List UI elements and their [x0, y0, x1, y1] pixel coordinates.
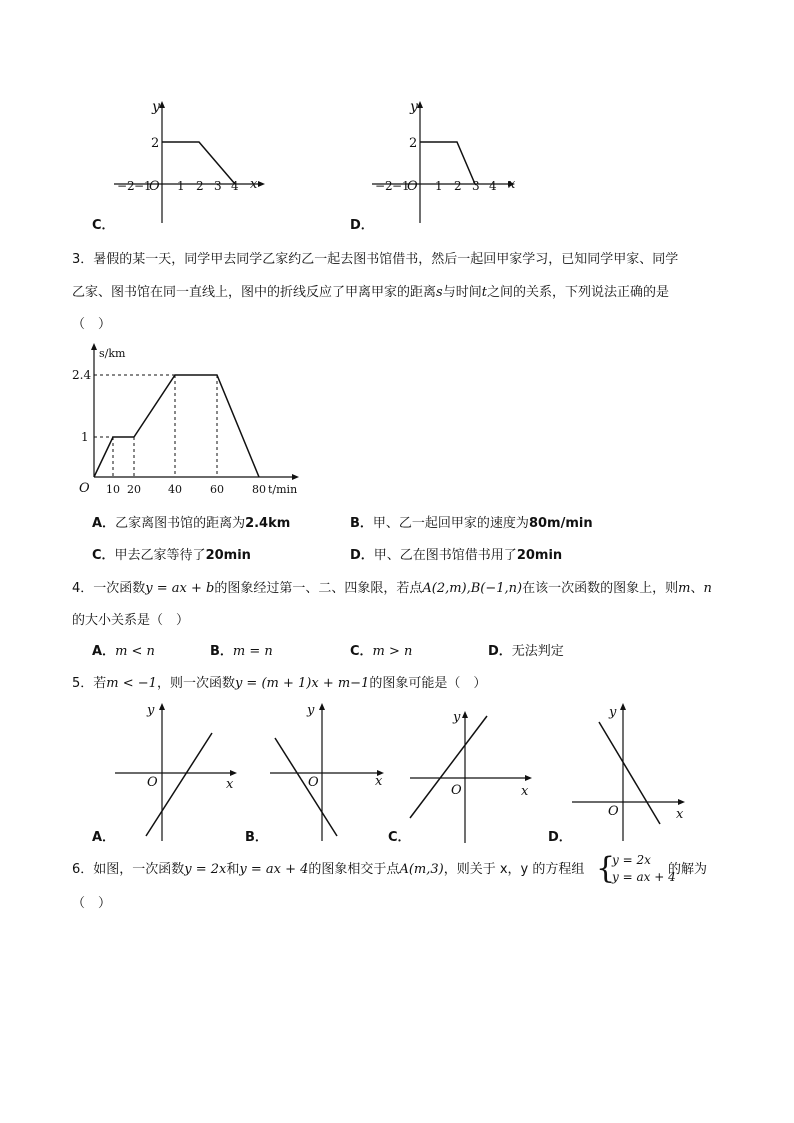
- q4-line1: [72, 579, 712, 599]
- q4-text: 4．一次函数: [72, 581, 146, 596]
- q5-graph-c-svg: [405, 700, 540, 845]
- y-tick-2.4: 2.4: [72, 368, 92, 382]
- system-eq-2: y = ax + 4: [612, 870, 676, 884]
- x-label: x: [508, 177, 516, 192]
- x-label: x: [521, 784, 529, 799]
- q3-line2c: 之间的关系，下列说法正确的是: [486, 285, 669, 300]
- x-tick-10: 10: [106, 483, 120, 496]
- q5-text: 5．若: [72, 676, 107, 691]
- graph-d-svg: [358, 95, 528, 230]
- q4-formula: y = ax + b: [145, 581, 215, 596]
- q6-formula-2: y = ax + 4: [239, 862, 309, 877]
- x-tick-40: 40: [168, 483, 182, 496]
- x-tick: 1: [177, 179, 185, 193]
- q5-option-d-label[interactable]: D．: [548, 830, 572, 845]
- x-arrow: [292, 474, 299, 480]
- q4-option-b[interactable]: [210, 642, 273, 662]
- y-tick-2: 2: [151, 136, 160, 151]
- q5-graph-b: [265, 698, 400, 843]
- graph-c-svg: [100, 95, 270, 230]
- option-value: m = n: [232, 644, 273, 659]
- q6-formula-1: y = 2x: [184, 862, 227, 877]
- q3-chart-svg: [70, 340, 310, 500]
- brace-icon: {: [596, 851, 616, 886]
- x-tick: 2: [196, 179, 204, 193]
- origin-label: O: [608, 804, 619, 819]
- q5-graph-c: [405, 700, 540, 845]
- q3-line2: [72, 283, 669, 303]
- origin-label: O: [451, 783, 462, 798]
- y-arrow: [159, 703, 165, 710]
- q4-option-a[interactable]: [92, 642, 155, 662]
- option-key: A．: [92, 644, 116, 659]
- function-line: [275, 738, 337, 836]
- q6-text: ，则关于 x，y 的方程组: [443, 862, 585, 877]
- x-tick: 4: [489, 179, 497, 193]
- q4-points: A(2,m),B(−1,n): [422, 581, 523, 596]
- q5-text: 的图象可能是（ ）: [369, 676, 487, 691]
- q3-chart: [70, 340, 310, 500]
- option-key: A．: [92, 516, 116, 531]
- q5-option-a-label[interactable]: A．: [92, 830, 116, 845]
- q5-graph-d: [568, 698, 698, 845]
- x-tick: 3: [214, 179, 222, 193]
- x-tick: −2: [117, 179, 135, 193]
- var-s: s: [436, 285, 443, 300]
- distance-time-line: [94, 375, 259, 477]
- option-value: m > n: [372, 644, 413, 659]
- y-label: y: [147, 703, 155, 718]
- q5-option-b-label[interactable]: B．: [245, 830, 268, 845]
- option-key: B．: [210, 644, 233, 659]
- option-text: 甲、乙一起回甲家的速度为: [372, 516, 529, 531]
- option-value: m < n: [115, 644, 155, 659]
- q3-option-b[interactable]: [350, 514, 593, 534]
- y-axis-label: s/km: [99, 347, 126, 360]
- origin-label: O: [79, 481, 90, 496]
- q5-condition: m < −1: [106, 676, 157, 691]
- x-tick-20: 20: [127, 483, 141, 496]
- y-arrow: [319, 703, 325, 710]
- q4-option-d[interactable]: [488, 642, 564, 662]
- option-d-label[interactable]: D．: [350, 218, 374, 233]
- q6-text: 的图象相交于点: [308, 862, 400, 877]
- y-arrow: [620, 703, 626, 710]
- q4-line2: 的大小关系是（ ）: [72, 613, 190, 628]
- option-value: 80m/min: [528, 516, 593, 531]
- q6-line1: [72, 860, 584, 880]
- q4-text: 、: [690, 581, 704, 596]
- x-arrow: [230, 770, 237, 776]
- y-arrow: [91, 343, 97, 350]
- x-label: x: [676, 807, 684, 822]
- option-key: C．: [92, 548, 115, 563]
- graph-c: [100, 95, 270, 230]
- y-label: y: [609, 705, 617, 720]
- x-tick: 1: [435, 179, 443, 193]
- option-value: 20min: [205, 548, 251, 563]
- function-line: [410, 716, 487, 818]
- system-eq-1: y = 2x: [612, 853, 651, 867]
- q4-text: 的图象经过第一、二、四象限，若点: [214, 581, 423, 596]
- x-tick: −2: [375, 179, 393, 193]
- origin-label: O: [147, 775, 158, 790]
- q4-option-c[interactable]: [350, 642, 412, 662]
- y-label: y: [307, 703, 315, 718]
- origin-label: O: [308, 775, 319, 790]
- q3-paren: （ ）: [72, 317, 112, 332]
- q6-text: 和: [226, 862, 240, 877]
- y-tick-1: 1: [81, 430, 89, 444]
- q6-text: 6．如图，一次函数: [72, 862, 185, 877]
- option-key: D．: [488, 644, 512, 659]
- x-tick-60: 60: [210, 483, 224, 496]
- var-t: t: [481, 285, 487, 300]
- origin-label: O: [149, 179, 160, 194]
- y-tick-2: 2: [409, 136, 418, 151]
- option-key: B．: [350, 516, 373, 531]
- q3-option-c[interactable]: [92, 546, 251, 566]
- x-label: x: [250, 177, 258, 192]
- function-line: [420, 142, 475, 184]
- q5-option-c-label[interactable]: C．: [388, 830, 411, 845]
- q6-paren: （ ）: [72, 896, 112, 911]
- q6-equation-system: [596, 851, 676, 887]
- q5-graph-d-svg: [568, 698, 698, 845]
- q3-line2a: 乙家、图书馆在同一直线上，图中的折线反应了甲离甲家的距离: [72, 285, 437, 300]
- x-arrow: [525, 775, 532, 781]
- x-tick: 2: [454, 179, 462, 193]
- function-line: [162, 142, 235, 184]
- y-arrow: [462, 711, 468, 718]
- q5-graph-a-svg: [110, 698, 245, 843]
- option-c-label[interactable]: C．: [92, 218, 115, 233]
- x-tick: 3: [472, 179, 480, 193]
- q3-line2b: 与时间: [442, 285, 482, 300]
- option-text: 甲去乙家等待了: [114, 548, 206, 563]
- x-tick-80: 80: [252, 483, 266, 496]
- option-key: D．: [350, 548, 374, 563]
- var-m: m: [678, 581, 691, 596]
- q5-line1: [72, 674, 486, 694]
- option-text: 甲、乙在图书馆借书用了: [373, 548, 517, 563]
- var-n: n: [703, 581, 712, 596]
- q6-suffix: 的解为: [668, 862, 708, 877]
- x-tick: −1: [392, 179, 410, 193]
- option-text: 乙家离图书馆的距离为: [115, 516, 246, 531]
- option-key: C．: [350, 644, 373, 659]
- q5-graph-b-svg: [265, 698, 400, 843]
- q3-line1: 3．暑假的某一天，同学甲去同学乙家约乙一起去图书馆借书，然后一起回甲家学习，已知同学甲家、同学: [72, 252, 679, 267]
- q5-graph-a: [110, 698, 245, 843]
- option-value: 2.4km: [245, 516, 291, 531]
- q6-point: A(m,3): [399, 862, 444, 877]
- origin-label: O: [407, 179, 418, 194]
- y-label: y: [152, 99, 160, 115]
- x-axis-label: t/min: [268, 483, 298, 496]
- q3-option-a[interactable]: [92, 514, 290, 534]
- y-label: y: [410, 99, 418, 115]
- q5-text: ，则一次函数: [156, 676, 235, 691]
- y-label: y: [453, 710, 461, 725]
- x-arrow: [258, 181, 265, 187]
- x-arrow: [678, 799, 685, 805]
- q3-option-d[interactable]: [350, 546, 562, 566]
- x-label: x: [375, 774, 383, 789]
- q4-text: 在该一次函数的图象上，则: [522, 581, 679, 596]
- x-label: x: [226, 777, 234, 792]
- x-tick: −1: [134, 179, 152, 193]
- q5-formula: y = (m + 1)x + m−1: [234, 676, 370, 691]
- x-tick: 4: [231, 179, 239, 193]
- graph-d: [358, 95, 528, 230]
- option-value: 20min: [516, 548, 563, 563]
- option-value: 无法判定: [511, 644, 564, 659]
